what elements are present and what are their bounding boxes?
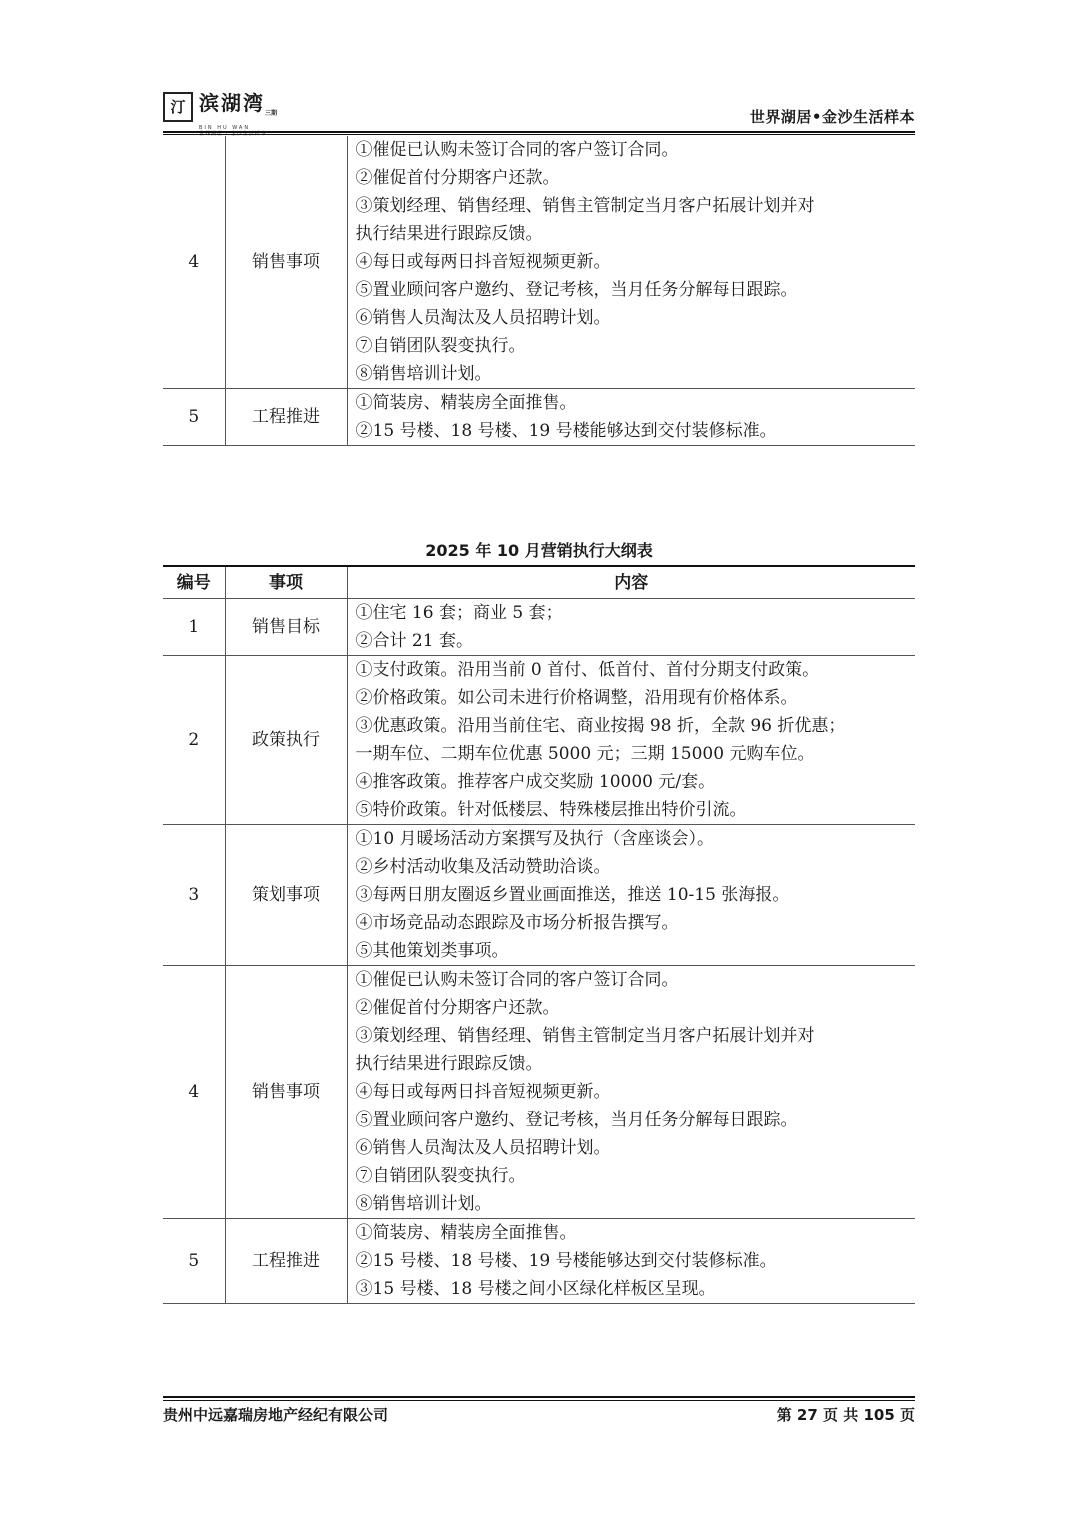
content-line: ⑧销售培训计划。 xyxy=(355,364,492,384)
content-line: ⑥销售人员淘汰及人员招聘计划。 xyxy=(355,1138,611,1158)
content-line: 执行结果进行跟踪反馈。 xyxy=(355,224,543,244)
footer-rule xyxy=(163,1396,915,1398)
content-line: ②价格政策。如公司未进行价格调整，沿用现有价格体系。 xyxy=(355,688,798,708)
row-item: 销售目标 xyxy=(225,599,347,656)
content-line: ①简装房、精装房全面推售。 xyxy=(355,393,577,413)
content-line: ③15 号楼、18 号楼之间小区绿化样板区呈现。 xyxy=(355,1279,716,1299)
table-row xyxy=(163,136,915,389)
content-line: ①简装房、精装房全面推售。 xyxy=(355,1223,577,1243)
logo xyxy=(163,91,278,131)
marketing-outline-table xyxy=(163,565,915,1304)
row-item: 销售事项 xyxy=(225,136,347,389)
logo-pinyin: BIN HU WAN xyxy=(199,125,251,131)
content-line: ⑤置业顾问客户邀约、登记考核，当月任务分解每日跟踪。 xyxy=(355,1110,798,1130)
content-line: ④每日或每两日抖音短视频更新。 xyxy=(355,1082,611,1102)
content-line: ⑦自销团队裂变执行。 xyxy=(355,336,526,356)
content-line: ④每日或每两日抖音短视频更新。 xyxy=(355,252,611,272)
row-item: 政策执行 xyxy=(225,656,347,825)
header-item: 事项 xyxy=(225,566,347,599)
row-item: 策划事项 xyxy=(225,825,347,966)
footer-page-number: 第 27 页 共 105 页 xyxy=(776,1406,915,1424)
row-content xyxy=(347,825,915,966)
content-line: ①催促已认购未签订合同的客户签订合同。 xyxy=(355,140,679,160)
row-number: 5 xyxy=(163,389,225,446)
content-line: ①住宅 16 套；商业 5 套； xyxy=(355,603,563,623)
content-line: ③策划经理、销售经理、销售主管制定当月客户拓展计划并对 xyxy=(355,196,815,216)
content-line: ③策划经理、销售经理、销售主管制定当月客户拓展计划并对 xyxy=(355,1026,815,1046)
logo-name: 滨湖湾$_{三期}$ xyxy=(199,91,278,117)
header-rule xyxy=(163,131,915,133)
footer-rule-thin xyxy=(163,1400,915,1401)
header-rule-thin xyxy=(163,134,915,135)
content-line: ②催促首付分期客户还款。 xyxy=(355,998,560,1018)
table-row xyxy=(163,656,915,825)
row-item: 工程推进 xyxy=(225,1219,347,1304)
content-line: ④市场竞品动态跟踪及市场分析报告撰写。 xyxy=(355,913,679,933)
row-number: 1 xyxy=(163,599,225,656)
content-line: ①10 月暖场活动方案撰写及执行（含座谈会）。 xyxy=(355,829,715,849)
previous-table-body xyxy=(163,136,915,446)
content-line: ③每两日朋友圈返乡置业画面推送，推送 10-15 张海报。 xyxy=(355,885,790,905)
content-line: ⑧销售培训计划。 xyxy=(355,1194,492,1214)
logo-mark-icon: 汀 xyxy=(163,92,193,122)
content-line: ②15 号楼、18 号楼、19 号楼能够达到交付装修标准。 xyxy=(355,1251,777,1271)
table-row xyxy=(163,599,915,656)
table-row xyxy=(163,1219,915,1304)
content-line: ⑤其他策划类事项。 xyxy=(355,941,509,961)
content-line: ②15 号楼、18 号楼、19 号楼能够达到交付装修标准。 xyxy=(355,421,777,441)
table-header-row xyxy=(163,566,915,599)
footer-company: 贵州中远嘉瑞房地产经纪有限公司 xyxy=(163,1406,389,1424)
content-line: ③优惠政策。沿用当前住宅、商业按揭 98 折，全款 96 折优惠； xyxy=(355,716,846,736)
content-line: ①催促已认购未签订合同的客户签订合同。 xyxy=(355,970,679,990)
content-line: ①支付政策。沿用当前 0 首付、低首付、首付分期支付政策。 xyxy=(355,660,820,680)
page-header xyxy=(163,88,915,131)
row-content xyxy=(347,966,915,1219)
content-line: ⑥销售人员淘汰及人员招聘计划。 xyxy=(355,308,611,328)
table-row xyxy=(163,389,915,446)
previous-table xyxy=(163,136,915,446)
row-content xyxy=(347,1219,915,1304)
header-slogan: 世界湖居•金沙生活样本 xyxy=(749,108,915,126)
row-number: 4 xyxy=(163,966,225,1219)
row-content xyxy=(347,656,915,825)
row-content xyxy=(347,136,915,389)
row-number: 2 xyxy=(163,656,225,825)
row-content xyxy=(347,599,915,656)
table-caption: 2025 年 10 月营销执行大纲表 xyxy=(425,541,653,560)
row-content xyxy=(347,389,915,446)
table-row xyxy=(163,966,915,1219)
content-line: 一期车位、二期车位优惠 5000 元；三期 15000 元购车位。 xyxy=(355,744,815,764)
content-line: ⑤置业顾问客户邀约、登记考核，当月任务分解每日跟踪。 xyxy=(355,280,798,300)
row-number: 5 xyxy=(163,1219,225,1304)
row-item: 销售事项 xyxy=(225,966,347,1219)
row-number: 4 xyxy=(163,136,225,389)
content-line: ⑤特价政策。针对低楼层、特殊楼层推出特价引流。 xyxy=(355,800,747,820)
marketing-outline-table-body xyxy=(163,599,915,1304)
content-line: ⑦自销团队裂变执行。 xyxy=(355,1166,526,1186)
header-no: 编号 xyxy=(163,566,225,599)
content-line: ②催促首付分期客户还款。 xyxy=(355,168,560,188)
row-number: 3 xyxy=(163,825,225,966)
content-line: 执行结果进行跟踪反馈。 xyxy=(355,1054,543,1074)
table-row xyxy=(163,825,915,966)
content-line: ④推客政策。推荐客户成交奖励 10000 元/套。 xyxy=(355,772,716,792)
logo-suffix: 三期 xyxy=(265,110,278,117)
content-line: ②乡村活动收集及活动赞助洽谈。 xyxy=(355,857,611,877)
header-content: 内容 xyxy=(347,566,915,599)
content-line: ②合计 21 套。 xyxy=(355,631,473,651)
row-item: 工程推进 xyxy=(225,389,347,446)
